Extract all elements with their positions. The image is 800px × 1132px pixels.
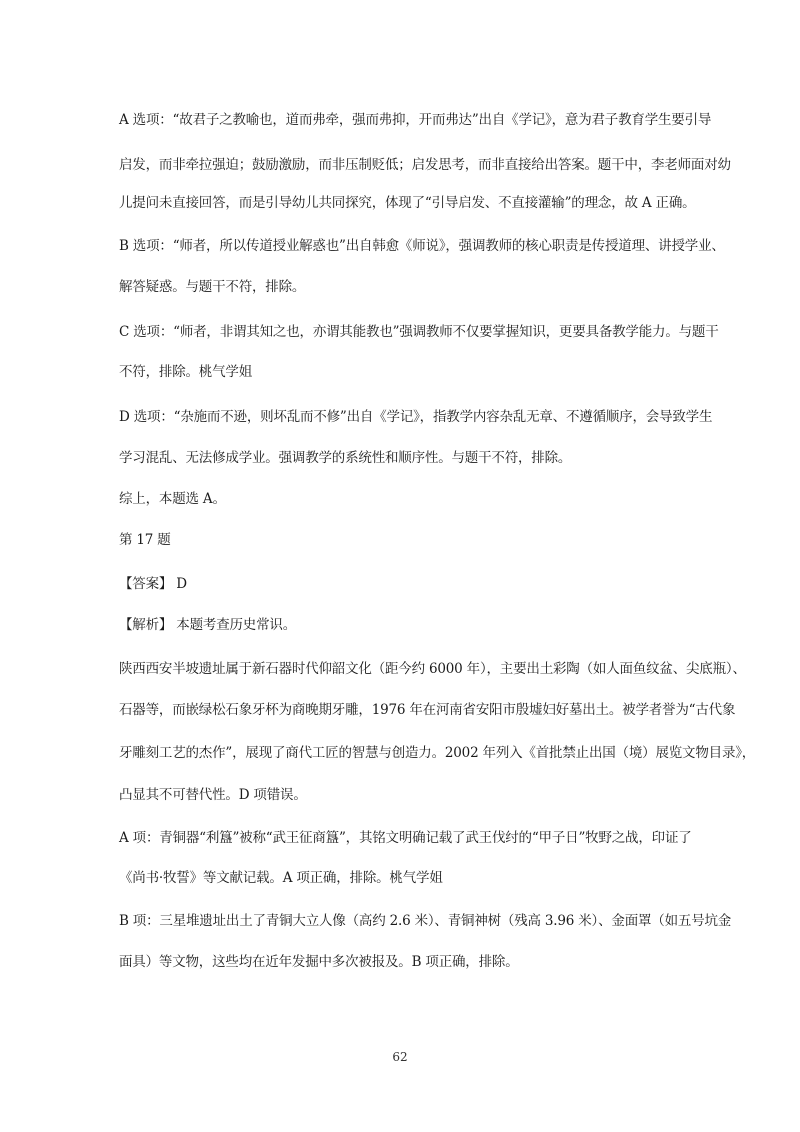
analysis-paragraph-line-3: 牙雕刻工艺的杰作”，展现了商代工匠的智慧与创造力。2002 年列入《首批禁止出国（境）展览文物目录》， xyxy=(119,745,756,761)
analysis-heading: 【解析】 本题考查历史常识。 xyxy=(119,617,296,633)
analysis-paragraph-line-2: 石器等，而嵌绿松石象牙杯为商晚期牙雕，1976 年在河南省安阳市殷墟妇好墓出土。被学者誉为“古代象 xyxy=(119,702,736,718)
option-b-item-line-2: 面具）等文物，这些均在近年发掘中多次被报及。B 项正确，排除。 xyxy=(119,954,519,970)
option-a-analysis-line-3: 儿提问未直接回答，而是引导幼儿共同探究，体现了“引导启发、不直接灌输”的理念，故 A 正确。 xyxy=(119,195,696,211)
answer-line: 【答案】 D xyxy=(119,576,187,592)
option-a-analysis-line-2: 启发，而非牵拉强迫；鼓励激励，而非压制贬低；启发思考，而非直接给出答案。题干中，李老师面对幼 xyxy=(119,157,731,173)
conclusion-line: 综上，本题选 A。 xyxy=(119,491,226,507)
option-b-analysis-line-2: 解答疑惑。与题干不符，排除。 xyxy=(119,279,306,295)
option-a-analysis-line-1: A 选项：“故君子之教喻也，道而弗牵，强而弗抑，开而弗达”出自《学记》，意为君子教育学生要引导 xyxy=(119,112,712,128)
option-a-item-line-2: 《尚书·牧誓》等文献记载。A 项正确，排除。桃气学姐 xyxy=(119,870,443,886)
option-c-analysis-line-2: 不符，排除。桃气学姐 xyxy=(119,364,252,380)
option-d-analysis-line-1: D 选项：“杂施而不逊，则坏乱而不修”出自《学记》，指教学内容杂乱无章、不遵循顺序，会导致学生 xyxy=(119,409,713,425)
option-b-analysis-line-1: B 选项：“师者，所以传道授业解惑也”出自韩愈《师说》，强调教师的核心职责是传授道理、讲授学业、 xyxy=(119,238,725,254)
analysis-paragraph-line-1: 陕西西安半坡遗址属于新石器时代仰韶文化（距今约 6000 年），主要出土彩陶（如人面鱼纹盆、尖底瓶）、 xyxy=(119,661,746,677)
option-d-analysis-line-2: 学习混乱、无法修成学业。强调教学的系统性和顺序性。与题干不符，排除。 xyxy=(119,450,572,466)
option-a-item-line-1: A 项：青铜器“利簋”被称“武王征商簋”，其铭文明确记载了武王伐纣的“甲子日”牧野之战，印证了 xyxy=(119,830,692,846)
option-b-item-line-1: B 项：三星堆遗址出土了青铜大立人像（高约 2.6 米）、青铜神树（残高 3.96 米）、金面罩（如五号坑金 xyxy=(119,913,732,929)
analysis-paragraph-line-4: 凸显其不可替代性。D 项错误。 xyxy=(119,787,307,803)
option-c-analysis-line-1: C 选项：“师者，非谓其知之也，亦谓其能教也”强调教师不仅要掌握知识，更要具备教学能力。与题干 xyxy=(119,324,719,340)
question-number: 第 17 题 xyxy=(119,532,171,548)
page-number: 62 xyxy=(392,1050,408,1064)
